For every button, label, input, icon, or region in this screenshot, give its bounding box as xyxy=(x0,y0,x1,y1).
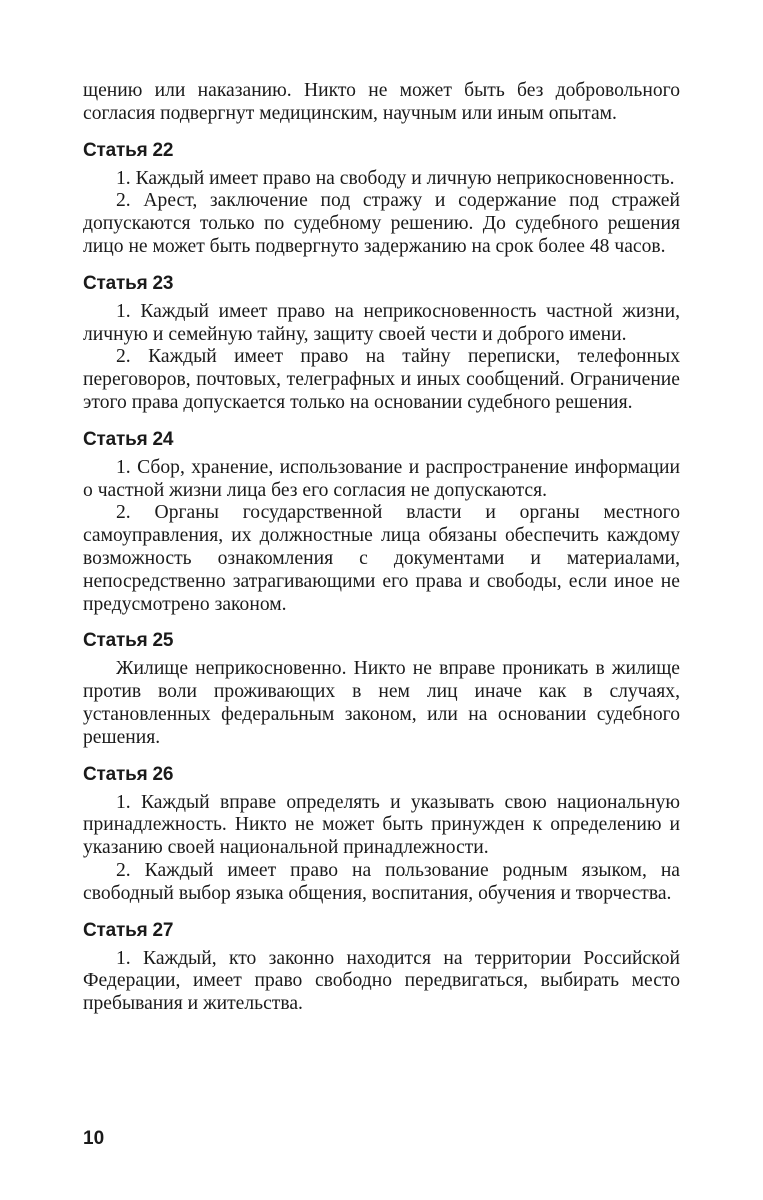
continuation-paragraph: щению или наказанию. Никто не может быть без добровольного согласия подвергнут медицинским, научным или иным опытам. xyxy=(83,80,680,124)
article-paragraph: Жилище неприкосновенно. Никто не вправе проникать в жилище против воли проживающих в нем лиц иначе как в случаях, установленных федеральным законом, или на основании судебного решения. xyxy=(83,658,680,748)
article-heading: Статья 23 xyxy=(83,272,174,294)
article-heading: Статья 27 xyxy=(83,919,174,941)
article-paragraph: 2. Каждый имеет право на тайну переписки, телефонных переговоров, почтовых, телеграфных и иных сообщений. Ограничение этого права допускается только на основании судебного решения. xyxy=(83,346,680,413)
article-24 xyxy=(83,429,680,617)
article-23 xyxy=(83,273,680,415)
article-paragraph: 2. Органы государственной власти и органы местного самоуправления, их должностные лица обязаны обеспечить каждому возможность ознакомления с документами и материалами, непосредственно затрагивающими его права и свободы, если иное не предусмотрено законом. xyxy=(83,502,680,615)
article-26 xyxy=(83,764,680,906)
article-heading: Статья 26 xyxy=(83,763,174,785)
article-25 xyxy=(83,630,680,749)
article-paragraph: 2. Арест, заключение под стражу и содержание под стражей допускаются только по судебному решению. До судебного решения лицо не может быть подвергнуто задержанию на срок более 48 часов. xyxy=(83,190,680,257)
article-paragraph: 1. Каждый вправе определять и указывать свою национальную принадлежность. Никто не может быть принужден к определению и указанию своей национальной принадлежности. xyxy=(83,791,680,859)
article-paragraph: 2. Каждый имеет право на пользование родным языком, на свободный выбор языка общения, воспитания, обучения и творчества. xyxy=(83,859,680,904)
article-paragraph: 1. Каждый, кто законно находится на территории Российской Федерации, имеет право свободно передвигаться, выбирать место пребывания и жительства. xyxy=(83,947,680,1015)
page-number: 10 xyxy=(83,1128,105,1149)
article-paragraph: 1. Каждый имеет право на неприкосновенность частной жизни, личную и семейную тайну, защиту своей чести и доброго имени. xyxy=(83,300,680,345)
article-heading: Статья 24 xyxy=(83,428,174,450)
article-paragraph: 1. Сбор, хранение, использование и распространение информации о частной жизни лица без его согласия не допускаются. xyxy=(83,456,680,501)
article-27 xyxy=(83,920,680,1016)
article-22 xyxy=(83,140,680,259)
article-paragraph: 1. Каждый имеет право на свободу и личную неприкосновенность. xyxy=(116,167,675,189)
article-heading: Статья 25 xyxy=(83,630,174,652)
document-body xyxy=(83,80,680,1016)
article-heading: Статья 22 xyxy=(83,139,174,161)
